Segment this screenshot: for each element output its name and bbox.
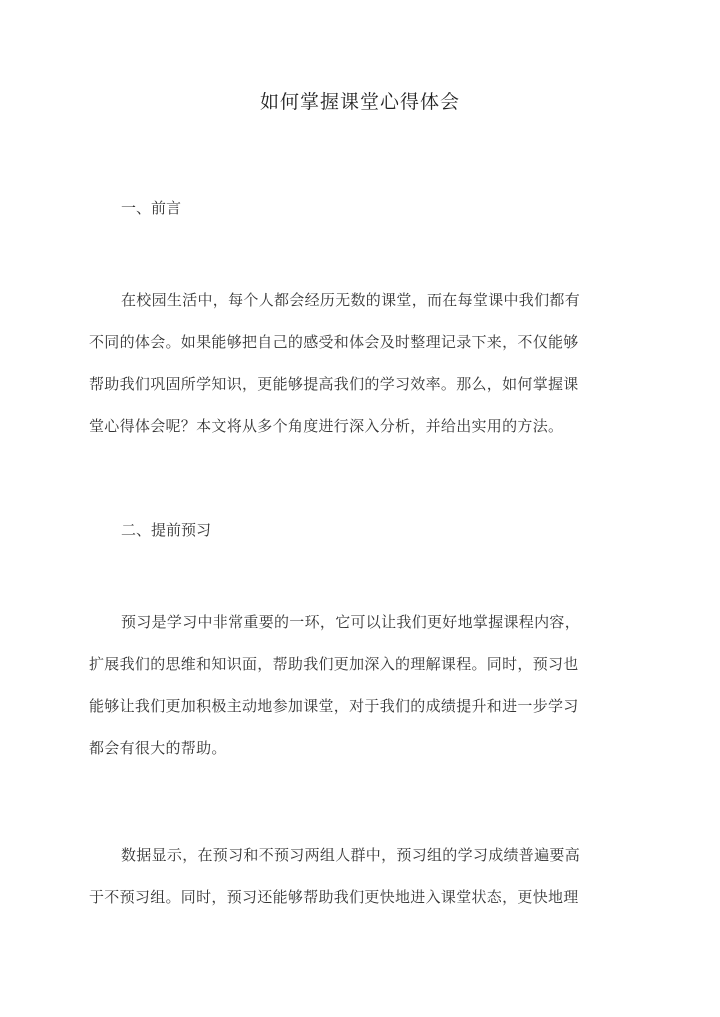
paragraph-preview-data [89,834,634,918]
paragraph-line: 能够让我们更加积极主动地参加课堂，对于我们的成绩提升和进一步学习 [89,697,579,715]
section-heading-preface: 一、前言 [121,199,182,217]
paragraph-line: 数据显示，在预习和不预习两组人群中，预习组的学习成绩普遍要高 [121,846,581,864]
paragraph-line: 在校园生活中，每个人都会经历无数的课堂，而在每堂课中我们都有 [121,291,581,309]
paragraph-line: 堂心得体会呢？本文将从多个角度进行深入分析，并给出实用的方法。 [89,417,564,435]
document-title: 如何掌握课堂心得体会 [259,91,460,113]
paragraph-line: 扩展我们的思维和知识面，帮助我们更加深入的理解课程。同时，预习也 [89,655,579,673]
paragraph-preview-importance [89,601,634,769]
paragraph-line: 于不预习组。同时，预习还能够帮助我们更快地进入课堂状态，更快地理 [89,888,579,906]
paragraph-line: 帮助我们巩固所学知识，更能够提高我们的学习效率。那么，如何掌握课 [89,375,579,393]
section-heading-preview: 二、提前预习 [121,521,212,539]
paragraph-line: 都会有很大的帮助。 [89,739,227,757]
paragraph-line: 不同的体会。如果能够把自己的感受和体会及时整理记录下来，不仅能够 [89,333,579,351]
paragraph-line: 预习是学习中非常重要的一环，它可以让我们更好地掌握课程内容， [121,613,581,631]
paragraph-preface [89,279,634,447]
